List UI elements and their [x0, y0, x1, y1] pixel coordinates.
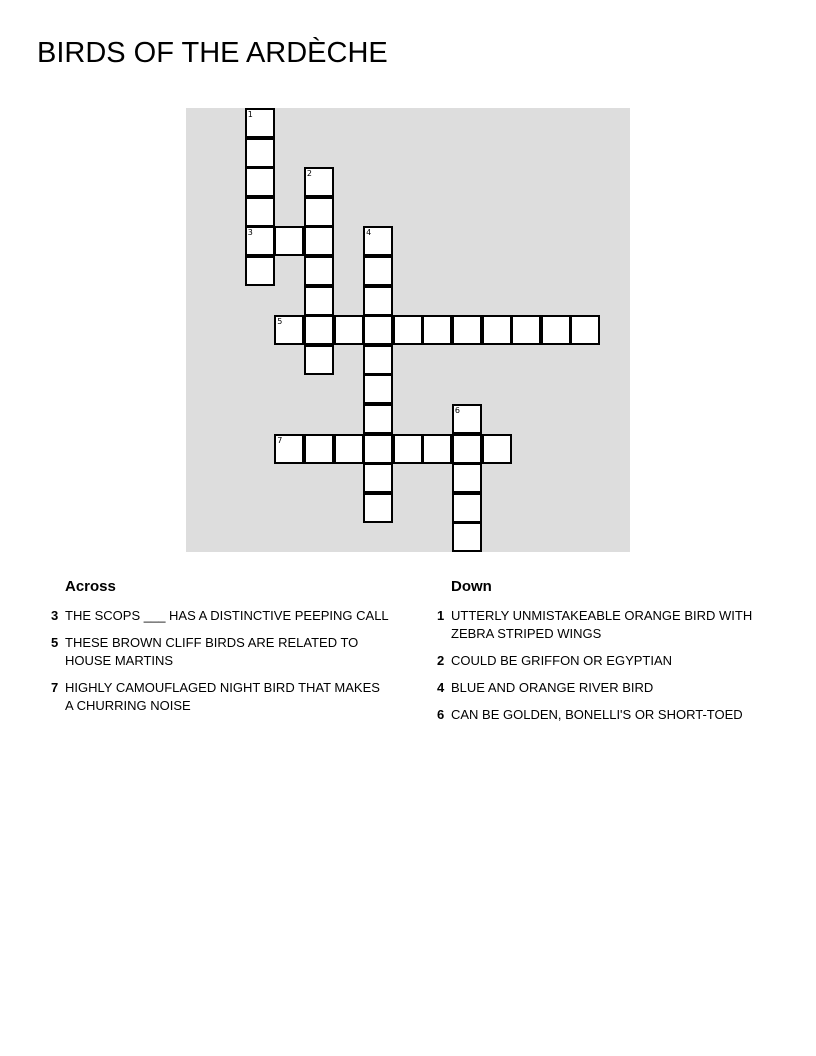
cell-number: 3 [247, 228, 253, 238]
crossword-cell[interactable] [304, 197, 334, 227]
clue-number: 6 [437, 707, 445, 722]
crossword-cell[interactable] [304, 167, 334, 197]
crossword-cell[interactable] [304, 434, 334, 464]
crossword-cell[interactable] [245, 256, 275, 286]
clue-text: UTTERLY UNMISTAKEABLE ORANGE BIRD WITH ZEBRA STRIPED WINGS [451, 608, 753, 641]
down-clues [430, 578, 770, 733]
crossword-cell[interactable] [245, 138, 275, 168]
cell-number: 6 [454, 406, 460, 415]
crossword-cell[interactable] [570, 315, 600, 345]
clue-number: 3 [51, 608, 59, 623]
clue-across-3 [44, 607, 389, 625]
clue-down-2 [430, 652, 770, 670]
crossword-cell[interactable] [363, 463, 393, 493]
clue-down-6 [430, 706, 770, 724]
clue-across-7 [44, 679, 389, 715]
page-title: BIRDS OF THE ARDÈCHE [37, 37, 388, 69]
crossword-cell[interactable] [363, 404, 393, 434]
crossword-cell[interactable] [274, 434, 304, 464]
across-heading: Across [65, 578, 116, 595]
crossword-cell[interactable] [452, 493, 482, 523]
crossword-cell[interactable] [245, 197, 275, 227]
crossword-cell[interactable] [511, 315, 541, 345]
cell-number: 1 [247, 110, 253, 119]
clue-across-5 [44, 634, 389, 670]
crossword-cell[interactable] [245, 167, 275, 197]
clue-number: 2 [437, 653, 445, 668]
clue-text: THESE BROWN CLIFF BIRDS ARE RELATED TO HOUSE MARTINS [65, 635, 359, 668]
crossword-cell[interactable] [452, 463, 482, 493]
clue-text: CAN BE GOLDEN, BONELLI'S OR SHORT-TOED [451, 707, 743, 722]
crossword-cell[interactable] [452, 522, 482, 552]
down-heading: Down [451, 578, 492, 595]
crossword-cell[interactable] [452, 315, 482, 345]
crossword-cell[interactable] [452, 434, 482, 464]
crossword-cell[interactable] [393, 315, 423, 345]
crossword-cell[interactable] [304, 256, 334, 286]
crossword-cell[interactable] [363, 434, 393, 464]
clue-number: 7 [51, 680, 59, 695]
crossword-cell[interactable] [452, 404, 482, 434]
crossword-cell[interactable] [482, 315, 512, 345]
clue-text: THE SCOPS ___ HAS A DISTINCTIVE PEEPING CALL [65, 608, 389, 623]
crossword-cell[interactable] [334, 434, 364, 464]
crossword-cell[interactable] [393, 434, 423, 464]
crossword-cell[interactable] [363, 345, 393, 375]
crossword-cell[interactable] [245, 226, 275, 256]
crossword-cell[interactable] [245, 108, 275, 138]
crossword-cell[interactable] [334, 315, 364, 345]
crossword-cell[interactable] [304, 226, 334, 256]
crossword-cell[interactable] [304, 286, 334, 316]
crossword-cell[interactable] [304, 345, 334, 375]
crossword-cell[interactable] [363, 374, 393, 404]
cell-number: 7 [277, 435, 283, 445]
clue-down-4 [430, 679, 770, 697]
crossword-cell[interactable] [274, 226, 304, 256]
clue-number: 5 [51, 635, 59, 650]
across-clues [44, 578, 389, 724]
crossword-cell[interactable] [422, 434, 452, 464]
crossword-cell[interactable] [363, 256, 393, 286]
clue-down-1 [430, 607, 770, 643]
crossword-cell[interactable] [363, 226, 393, 256]
cell-number: 2 [306, 169, 312, 179]
crossword-cell[interactable] [363, 493, 393, 523]
clue-text: BLUE AND ORANGE RIVER BIRD [451, 680, 654, 695]
crossword-cell[interactable] [274, 315, 304, 345]
crossword-cell[interactable] [541, 315, 571, 345]
cell-number: 5 [277, 317, 283, 327]
clue-number: 1 [437, 608, 445, 623]
clue-number: 4 [437, 680, 445, 695]
crossword-cell[interactable] [363, 315, 393, 345]
crossword-cell[interactable] [482, 434, 512, 464]
crossword-cell[interactable] [422, 315, 452, 345]
clue-text: COULD BE GRIFFON OR EGYPTIAN [451, 653, 673, 668]
cell-number: 4 [366, 228, 372, 238]
clue-text: HIGHLY CAMOUFLAGED NIGHT BIRD THAT MAKES A CHURRING NOISE [65, 680, 380, 713]
crossword-grid [186, 108, 630, 552]
crossword-cell[interactable] [304, 315, 334, 345]
crossword-cell[interactable] [363, 286, 393, 316]
